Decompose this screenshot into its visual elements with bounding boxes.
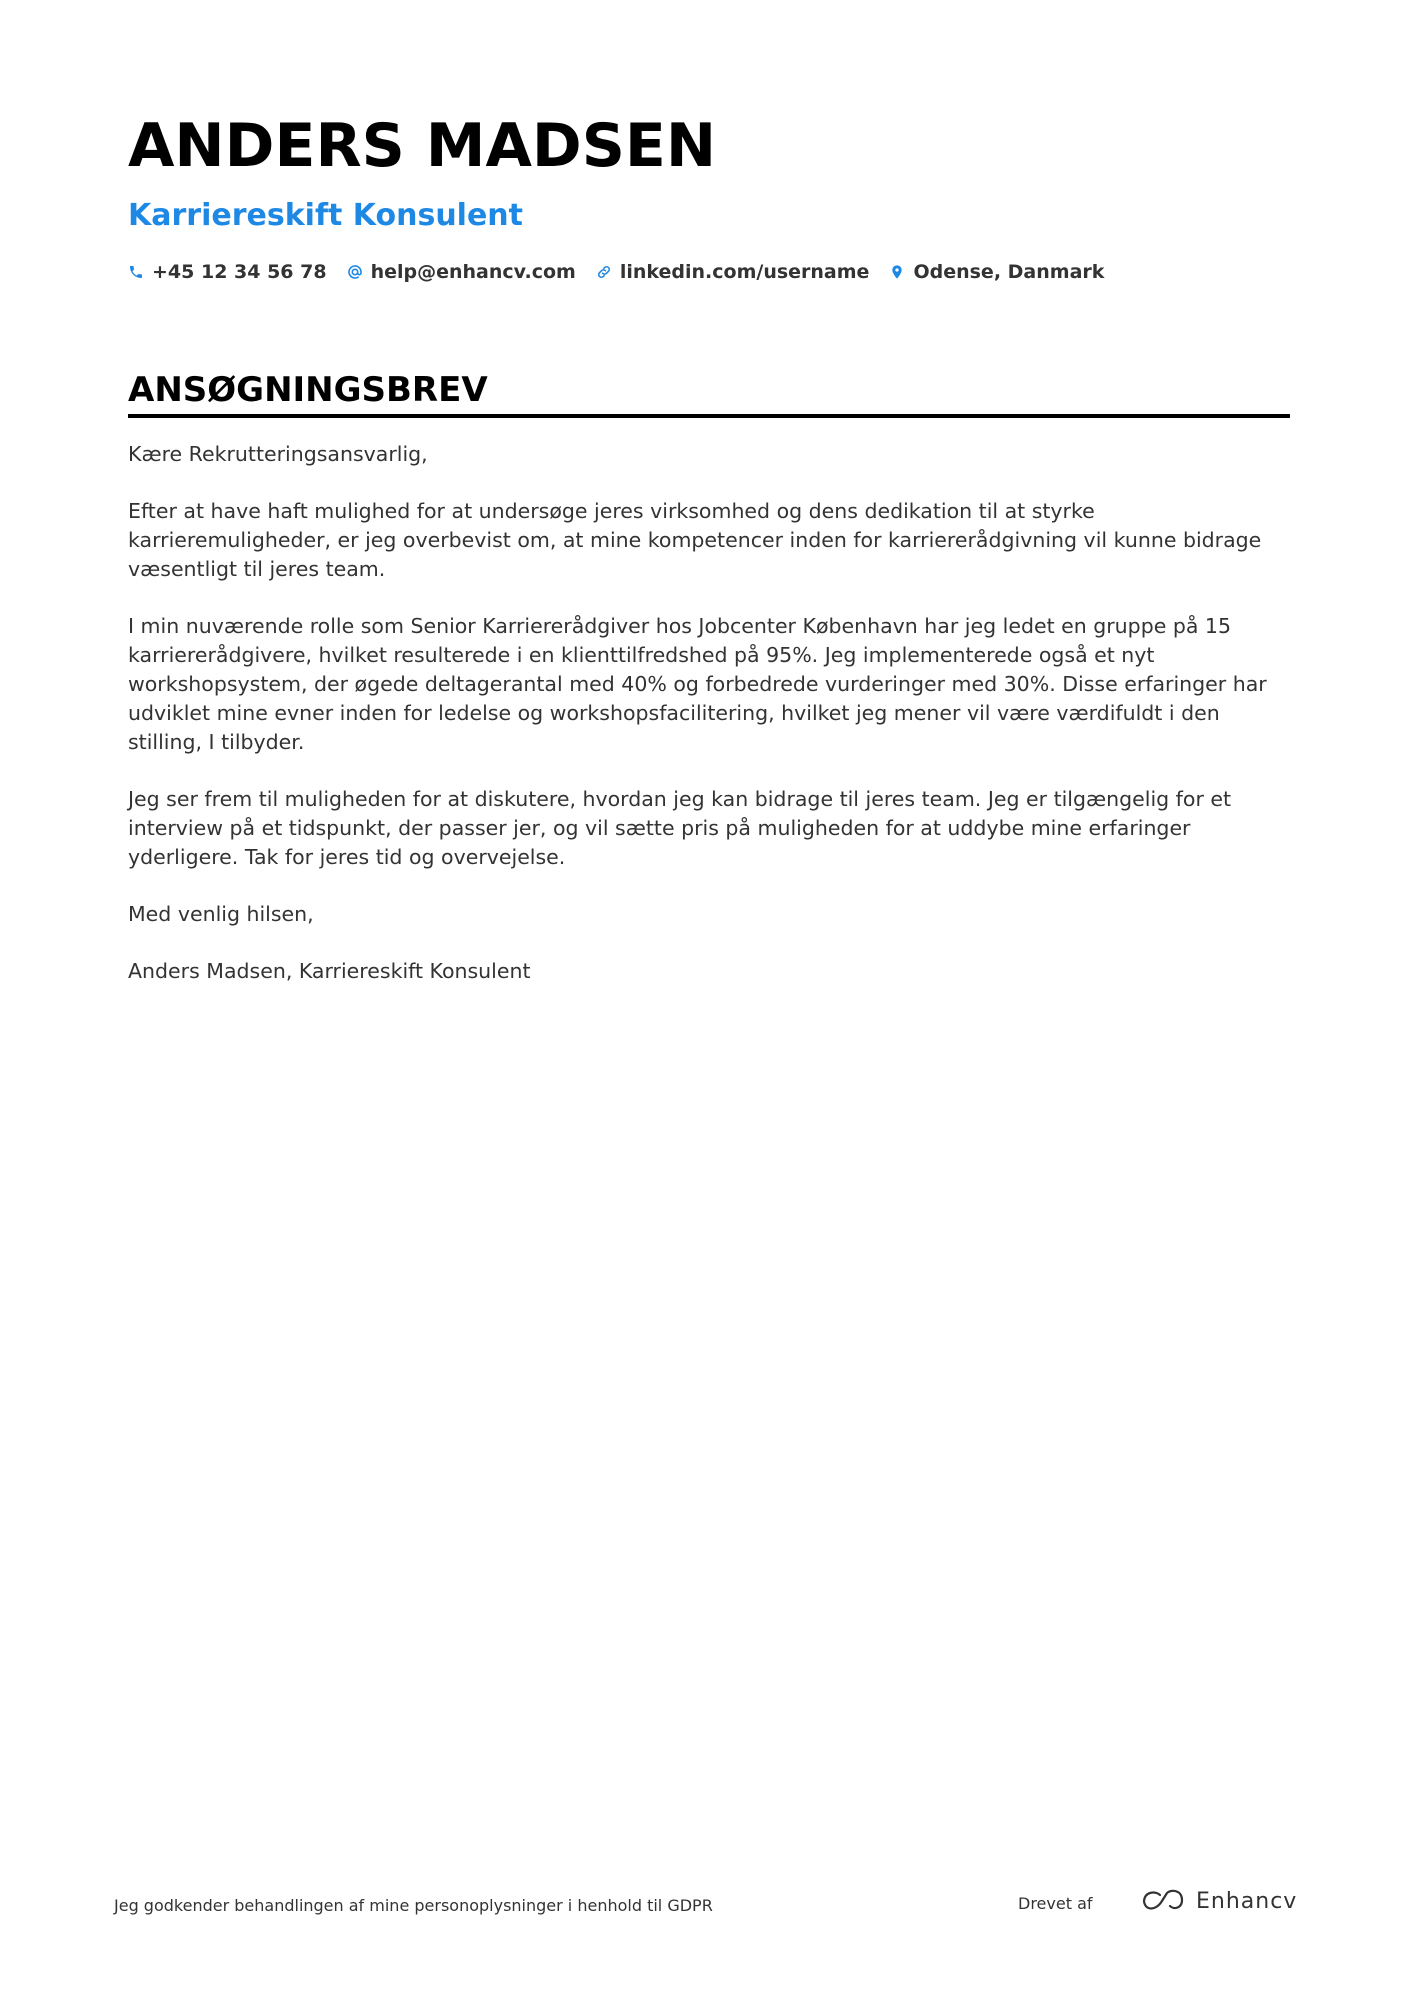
location-pin-icon	[889, 264, 905, 280]
gdpr-consent: Jeg godkender behandlingen af mine personoplysninger i henhold til GDPR	[114, 1896, 713, 1915]
phone-icon	[128, 264, 144, 280]
contact-linkedin[interactable]	[596, 258, 870, 286]
letter-paragraph-2: I min nuværende rolle som Senior Karriererådgiver hos Jobcenter København har jeg ledet en gruppe på 15 karriererådgivere, hvilket resulterede i en klienttilfredshed på 95%. Jeg implementerede også et nyt workshopsystem, der øgede deltagerantal med 40% og forbedrede vurderinger med 30%. Disse erfaringer har udviklet mine evner inden for ledelse og workshopsfacilitering, hvilket jeg mener vil være værdifuldt i den stilling, I tilbyder.	[128, 614, 1267, 754]
letter-paragraph-1: Efter at have haft mulighed for at undersøge jeres virksomhed og dens dedikation til at styrke karrieremuligheder, er jeg overbevist om, at mine kompetencer inden for karriererådgivning vil kunne bidrage væsentligt til jeres team.	[128, 499, 1262, 581]
letter-closing: Med venlig hilsen,	[128, 902, 314, 926]
letter-signature: Anders Madsen, Karriereskift Konsulent	[128, 959, 531, 983]
email-address: help@enhancv.com	[370, 261, 576, 283]
linkedin-url: linkedin.com/username	[619, 261, 870, 283]
contact-location	[889, 258, 1104, 286]
brand-name: Enhancv	[1196, 1888, 1298, 1914]
letter-paragraph-3: Jeg ser frem til muligheden for at diskutere, hvordan jeg kan bidrage til jeres team. Jeg er tilgængelig for et interview på et tidspunkt, der passer jer, og vil sætte pris på muligheden for at uddybe mine erfaringer yderligere. Tak for jeres tid og overvejelse.	[128, 787, 1232, 869]
applicant-name: ANDERS MADSEN	[128, 111, 717, 181]
contact-phone[interactable]	[128, 258, 327, 286]
letter-greeting: Kære Rekrutteringsansvarlig,	[128, 442, 428, 466]
location-text: Odense, Danmark	[913, 261, 1105, 283]
page-footer	[114, 1888, 1298, 1928]
applicant-title: Karriereskift Konsulent	[128, 198, 524, 233]
enhancv-brand[interactable]	[1140, 1888, 1297, 1914]
powered-by-label: Drevet af	[1018, 1894, 1093, 1913]
resume-header	[128, 108, 1288, 286]
link-icon	[596, 264, 612, 280]
cover-letter-section	[128, 368, 1290, 1014]
section-divider	[128, 414, 1290, 418]
phone-number: +45 12 34 56 78	[152, 261, 327, 283]
contact-info	[128, 258, 1288, 286]
section-title: ANSØGNINGSBREV	[128, 370, 488, 410]
letter-body	[128, 440, 1290, 986]
contact-email[interactable]	[347, 258, 576, 286]
at-icon	[347, 264, 363, 280]
enhancv-logo-icon	[1140, 1888, 1186, 1914]
